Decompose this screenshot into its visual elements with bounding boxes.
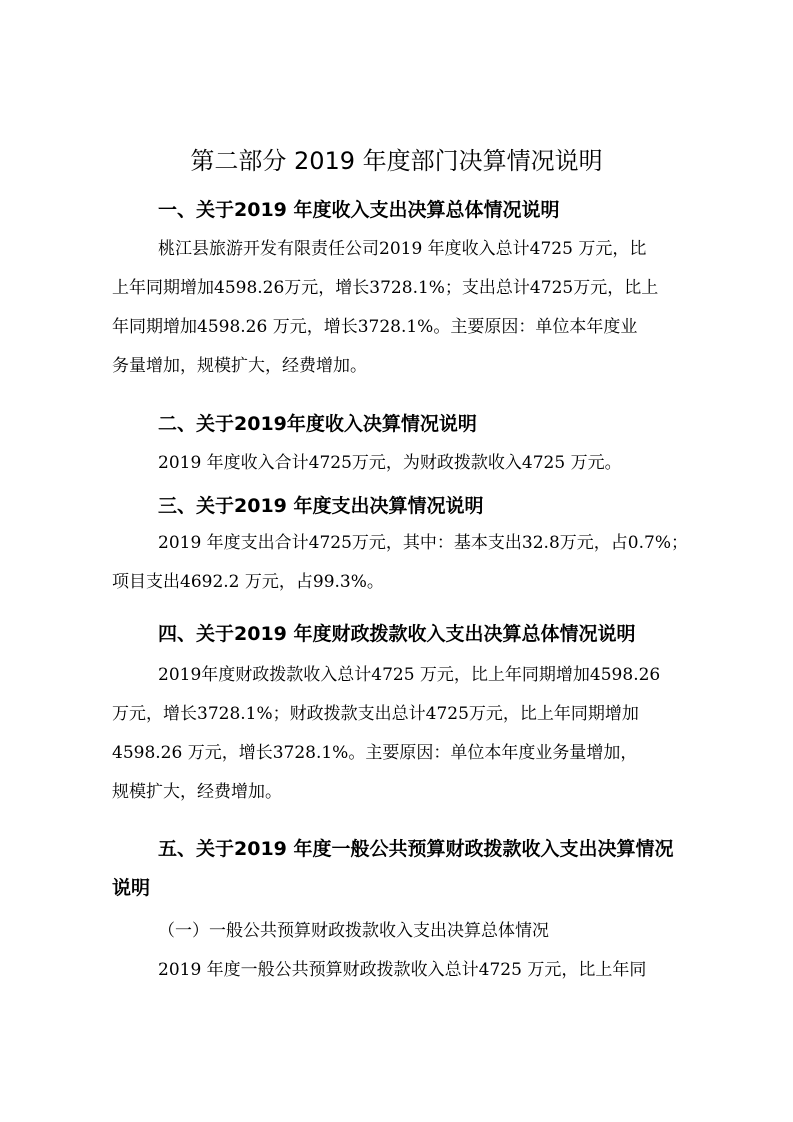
- section-3-heading: 三、关于2019 年度支出决算情况说明: [158, 495, 484, 517]
- section-5-heading: 五、关于2019 年度一般公共预算财政拨款收入支出决算情况说明: [112, 838, 674, 899]
- section-4-line-1: 2019年度财政拨款收入总计4725 万元，比上年同期增加4598.26: [158, 665, 661, 685]
- section-1: [112, 196, 682, 224]
- section-1-line-1: 桃江县旅游开发有限责任公司2019 年度收入总计4725 万元，比: [158, 239, 647, 259]
- section-4: [112, 620, 682, 648]
- section-3: [112, 492, 682, 520]
- section-3-line-2: 项目支出4692.2 万元，占99.3%。: [112, 572, 384, 592]
- section-1-body: [112, 230, 682, 386]
- section-2: [112, 410, 682, 438]
- section-5-sub-heading: （一）一般公共预算财政拨款收入支出决算总体情况: [158, 921, 549, 941]
- section-4-line-4: 规模扩大，经费增加。: [112, 782, 282, 802]
- section-4-line-2: 万元，增长3728.1%；财政拨款支出总计4725万元，比上年同期增加: [112, 704, 639, 724]
- section-5: [112, 830, 682, 908]
- section-4-heading: 四、关于2019 年度财政拨款收入支出决算总体情况说明: [158, 623, 636, 645]
- section-5-body: [112, 912, 682, 990]
- section-4-line-3: 4598.26 万元，增长3728.1%。主要原因：单位本年度业务量增加，: [112, 743, 638, 763]
- section-3-body: [112, 524, 688, 602]
- section-4-body: [112, 656, 682, 812]
- section-1-line-2: 上年同期增加4598.26万元，增长3728.1%；支出总计4725万元，比上: [112, 278, 659, 298]
- section-1-heading: 一、关于2019 年度收入支出决算总体情况说明: [158, 199, 560, 221]
- section-5-line-1: 2019 年度一般公共预算财政拨款收入总计4725 万元，比上年同: [158, 960, 647, 980]
- section-1-line-4: 务量增加，规模扩大，经费增加。: [112, 356, 367, 376]
- section-2-heading: 二、关于2019年度收入决算情况说明: [158, 413, 477, 435]
- section-2-body: [112, 444, 682, 483]
- page-title: 第二部分 2019 年度部门决算情况说明: [190, 147, 603, 175]
- section-2-line-1: 2019 年度收入合计4725万元，为财政拨款收入4725 万元。: [158, 453, 622, 473]
- section-3-line-1: 2019 年度支出合计4725万元，其中：基本支出32.8万元，占0.7%；: [158, 533, 688, 553]
- section-1-line-3: 年同期增加4598.26 万元，增长3728.1%。主要原因：单位本年度业: [112, 317, 638, 337]
